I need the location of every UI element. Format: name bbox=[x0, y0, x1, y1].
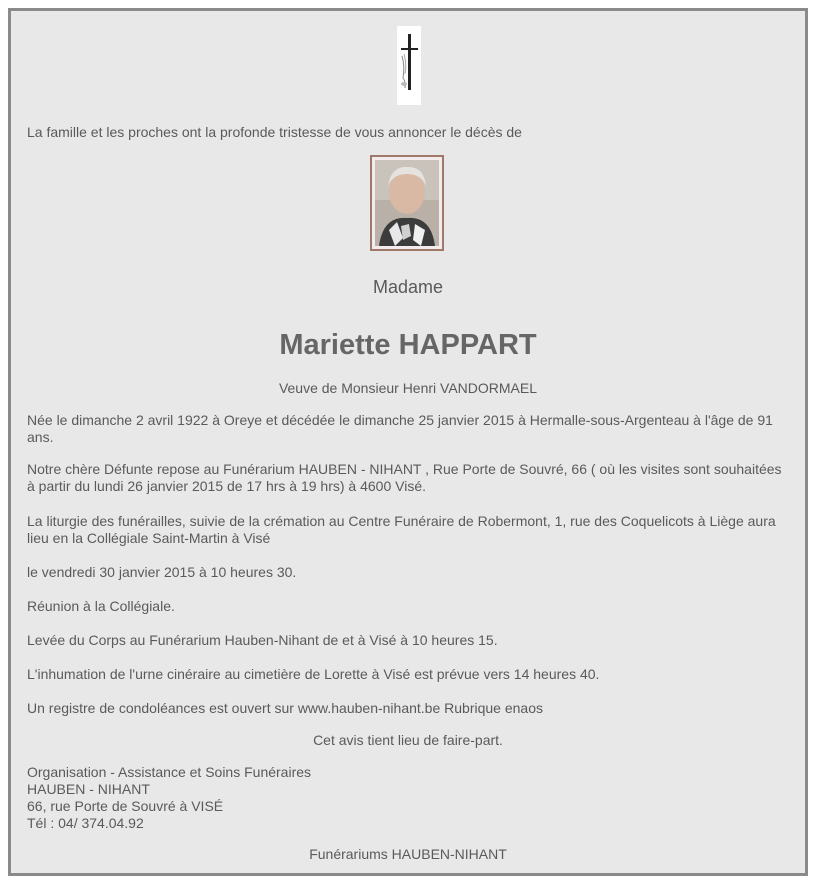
repose-paragraph: Notre chère Défunte repose au Funérarium HAUBEN - NIHANT , Rue Porte de Souvré, 66 ( où les visites sont souhaitées à partir du lundi 26 janvier 2015 de 17 hrs à 19 hrs) à 4600 Visé. bbox=[27, 461, 782, 494]
cross-icon bbox=[397, 26, 421, 105]
obituary-card bbox=[8, 8, 808, 876]
honorific: Madame bbox=[372, 277, 444, 297]
organisation-address: 66, rue Porte de Souvré à VISÉ bbox=[27, 798, 224, 814]
organisation-line: HAUBEN - NIHANT bbox=[27, 781, 150, 797]
ceremony-date: le vendredi 30 janvier 2015 à 10 heures 30. bbox=[27, 564, 297, 580]
spouse-line: Veuve de Monsieur Henri VANDORMAEL bbox=[278, 380, 538, 396]
organisation-phone: Tél : 04/ 374.04.92 bbox=[27, 815, 144, 831]
organisation-block bbox=[27, 764, 787, 832]
burial-text: L'inhumation de l'urne cinéraire au cimetière de Lorette à Visé est prévue vers 14 heures 40. bbox=[27, 666, 600, 682]
meeting-text: Réunion à la Collégiale. bbox=[27, 598, 175, 614]
condolences-text: Un registre de condoléances est ouvert sur www.hauben-nihant.be Rubrique enaos bbox=[27, 700, 543, 716]
notice-text: Cet avis tient lieu de faire-part. bbox=[313, 732, 503, 748]
birth-death-paragraph: Née le dimanche 2 avril 1922 à Oreye et décédée le dimanche 25 janvier 2015 à Hermalle-sous-Argenteau à l'âge de 91 ans. bbox=[27, 412, 773, 445]
portrait-photo bbox=[375, 160, 439, 246]
body-removal-text: Levée du Corps au Funérarium Hauben-Nihant de et à Visé à 10 heures 15. bbox=[27, 632, 498, 648]
footer-text: Funérariums HAUBEN-NIHANT bbox=[309, 846, 507, 862]
organisation-line: Organisation - Assistance et Soins Funéraires bbox=[27, 764, 312, 780]
intro-text: La famille et les proches ont la profonde tristesse de vous annoncer le décès de bbox=[27, 124, 522, 140]
portrait-frame bbox=[370, 155, 444, 251]
deceased-name: Mariette HAPPART bbox=[279, 329, 537, 361]
liturgy-paragraph: La liturgie des funérailles, suivie de la crémation au Centre Funéraire de Robermont, 1, rue des Coquelicots à Liège aura lieu en la Collégiale Saint-Martin à Visé bbox=[27, 513, 776, 546]
